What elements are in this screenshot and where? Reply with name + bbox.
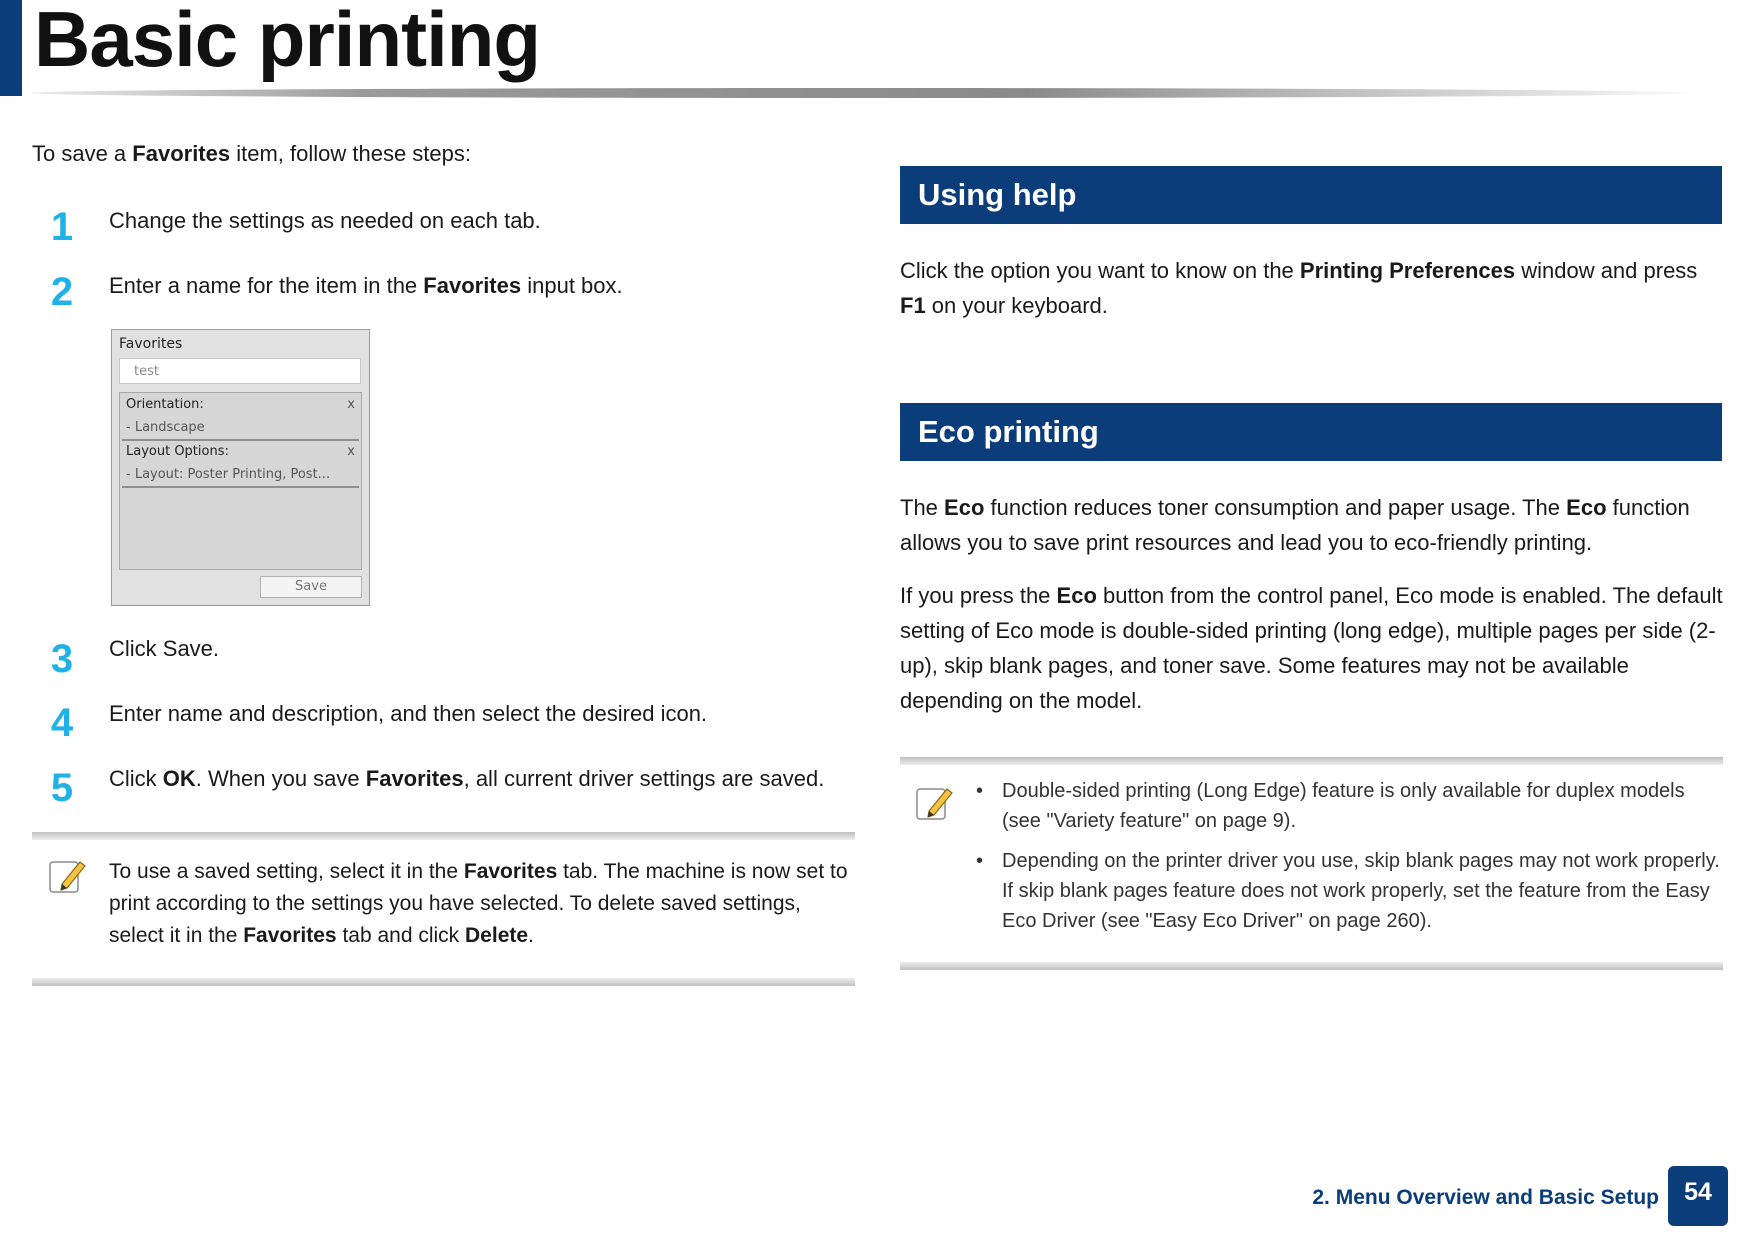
step-number-3: 3 [50, 637, 74, 681]
note-text: To use a saved setting, select it in the Favorites tab. The machine is now set to print according to the settings you have selected. To delete saved settings, select it in the Favorites tab and click Delete. [109, 860, 848, 947]
step-text-1: Change the settings as needed on each tab. [109, 208, 541, 233]
eco-paragraph-2: If you press the Eco button from the control panel, Eco mode is enabled. The default setting of Eco mode is double-sided printing (long edge), multiple pages per side (2-up), skip blank pages, and toner save. Some features may not be available depending on the model. [900, 583, 1723, 713]
intro-text: To save a Favorites item, follow these steps: [32, 141, 471, 166]
title-divider [30, 88, 1690, 98]
list-item-title: Orientation: [126, 397, 204, 412]
section-heading-using-help: Using help [900, 166, 1722, 224]
favorites-input-value: test [134, 364, 159, 379]
eco-paragraph-1: The Eco function reduces toner consumption and paper usage. The Eco function allows you to save print resources and lead you to eco-friendly printing. [900, 495, 1690, 555]
save-button[interactable]: Save [260, 576, 362, 598]
step-text-5: Click OK. When you save Favorites, all current driver settings are saved. [109, 766, 825, 791]
note-top-border [900, 757, 1723, 765]
section-heading-eco-printing: Eco printing [900, 403, 1722, 461]
remove-icon[interactable]: x [347, 397, 355, 412]
step-number-1: 1 [50, 205, 74, 249]
note-pencil-icon [915, 783, 955, 823]
step-number-4: 4 [50, 701, 74, 745]
list-item-title: Layout Options: [126, 444, 229, 459]
list-item-value: - Layout: Poster Printing, Post... [126, 467, 331, 482]
note-bottom-border [900, 962, 1723, 970]
step-text-3: Click Save. [109, 636, 220, 661]
favorites-name-input[interactable] [119, 358, 361, 384]
title-accent-bar [0, 0, 22, 96]
list-item: • Double-sided printing (Long Edge) feature is only available for duplex models (see "Variety feature" on page 9). [970, 776, 1722, 836]
favorites-settings-list[interactable] [119, 392, 362, 570]
page-number: 54 [1668, 1166, 1728, 1226]
step-number-5: 5 [50, 766, 74, 810]
list-item-value: - Landscape [126, 420, 205, 435]
favorites-dialog-screenshot [111, 329, 370, 606]
page-title: Basic printing [34, 0, 541, 83]
note-bottom-border [32, 978, 855, 986]
favorites-label: Favorites [119, 336, 183, 352]
step-text-4: Enter name and description, and then select the desired icon. [109, 701, 708, 726]
note-pencil-icon [48, 856, 88, 896]
note-top-border [32, 832, 855, 840]
list-separator [122, 486, 359, 488]
help-paragraph: Click the option you want to know on the Printing Preferences window and press F1 on your keyboard. [900, 258, 1698, 318]
step-text-2: Enter a name for the item in the Favorites input box. [109, 273, 623, 298]
footer-section-title: 2. Menu Overview and Basic Setup [1312, 1186, 1659, 1209]
remove-icon[interactable]: x [347, 444, 355, 459]
list-item: • Depending on the printer driver you use, skip blank pages may not work properly. If skip blank pages feature does not work properly, set the feature from the Easy Eco Driver (see "Easy Eco Driver" on page 260). [970, 846, 1722, 936]
step-number-2: 2 [50, 270, 74, 314]
eco-note-list [970, 776, 1722, 936]
list-separator [122, 439, 359, 441]
